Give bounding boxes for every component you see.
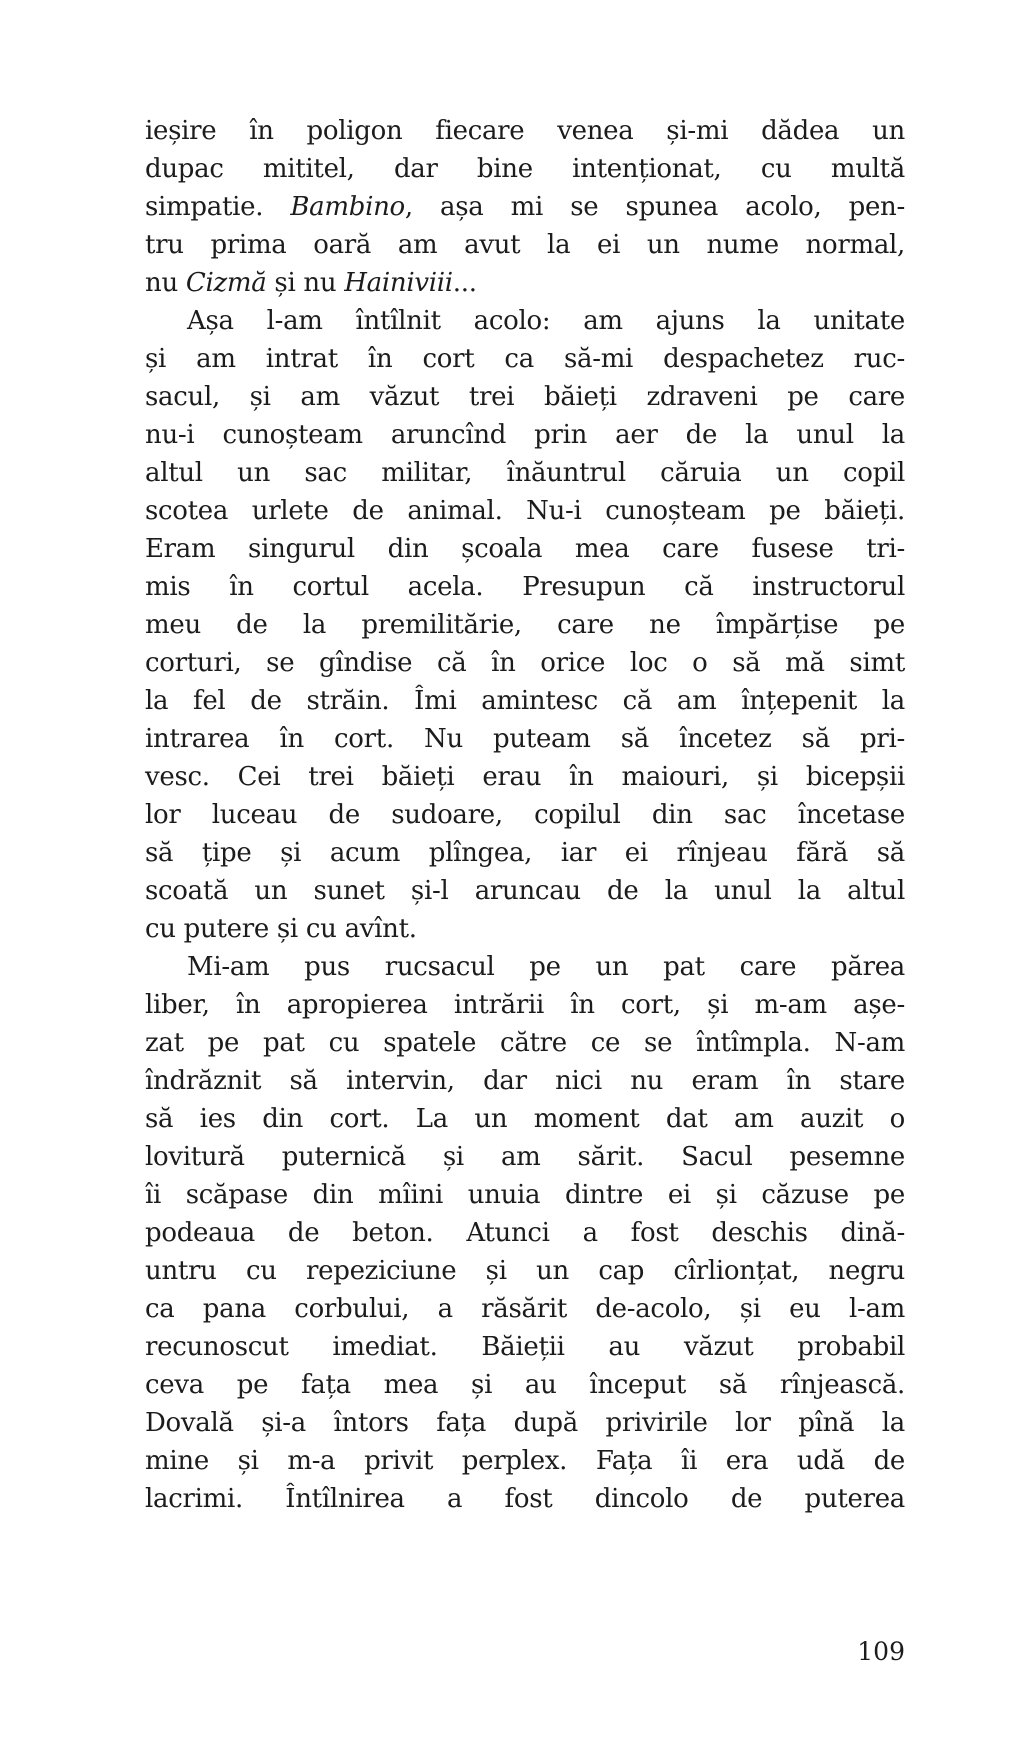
text-segment: podeaua de beton. Atunci a fost deschis dină- — [145, 1218, 905, 1248]
text-segment: să ies din cort. La un moment dat am auzit o — [145, 1104, 905, 1134]
text-segment: intrarea în cort. Nu puteam să încetez să pri- — [145, 724, 905, 754]
text-line — [145, 910, 905, 948]
text-line — [145, 834, 905, 872]
text-line — [145, 1290, 905, 1328]
text-line — [145, 150, 905, 188]
text-segment: ca pana corbului, a răsărit de-acolo, și eu l-am — [145, 1294, 905, 1324]
text-segment: lovitură puternică și am sărit. Sacul pesemne — [145, 1142, 905, 1172]
text-line — [145, 1138, 905, 1176]
text-segment: untru cu repeziciune și un cap cîrlionțat, negru — [145, 1256, 905, 1286]
text-segment: îi scăpase din mîini unuia dintre ei și căzuse pe — [145, 1180, 905, 1210]
body-text — [145, 112, 905, 1518]
text-line — [145, 340, 905, 378]
text-segment: tru prima oară am avut la ei un nume normal, — [145, 230, 905, 260]
text-segment: recunoscut imediat. Băieții au văzut probabil — [145, 1332, 905, 1362]
text-segment: , așa mi se spunea acolo, pen- — [404, 192, 905, 222]
text-line — [145, 1442, 905, 1480]
text-line — [145, 1366, 905, 1404]
text-line — [145, 606, 905, 644]
text-segment: zat pe pat cu spatele către ce se întîmpla. N-am — [145, 1028, 905, 1058]
text-segment: mine și m-a privit perplex. Fața îi era udă de — [145, 1446, 905, 1476]
text-line — [145, 188, 905, 226]
text-line — [145, 378, 905, 416]
text-segment: corturi, se gîndise că în orice loc o să mă simt — [145, 648, 905, 678]
text-line — [145, 1214, 905, 1252]
text-segment: Mi-am pus rucsacul pe un pat care părea — [187, 952, 905, 982]
text-segment: Dovală și-a întors fața după privirile lor pînă la — [145, 1408, 905, 1438]
text-segment: altul un sac militar, înăuntrul căruia un copil — [145, 458, 905, 488]
text-segment: lacrimi. Întîlnirea a fost dincolo de puterea — [145, 1484, 905, 1514]
text-line — [145, 986, 905, 1024]
text-segment: lor luceau de sudoare, copilul din sac încetase — [145, 800, 905, 830]
text-segment: îndrăznit să intervin, dar nici nu eram în stare — [145, 1066, 905, 1096]
text-line — [145, 1176, 905, 1214]
text-segment: dupac mititel, dar bine intenționat, cu multă — [145, 154, 905, 184]
text-segment: Așa l-am întîlnit acolo: am ajuns la unitate — [187, 306, 905, 336]
text-segment: ceva pe fața mea și au început să rînjească. — [145, 1370, 905, 1400]
italic-text: Bambino — [290, 192, 405, 222]
text-line — [145, 568, 905, 606]
text-segment: să țipe și acum plîngea, iar ei rînjeau fără să — [145, 838, 905, 868]
text-segment: sacul, și am văzut trei băieți zdraveni pe care — [145, 382, 905, 412]
text-segment: Eram singurul din școala mea care fusese tri- — [145, 534, 905, 564]
text-line — [145, 1062, 905, 1100]
text-line — [145, 720, 905, 758]
text-line — [145, 1404, 905, 1442]
text-segment: liber, în apropierea intrării în cort, și m-am așe- — [145, 990, 905, 1020]
text-line — [145, 454, 905, 492]
text-line — [145, 1100, 905, 1138]
page-number: 109 — [857, 1637, 905, 1666]
text-line — [145, 1480, 905, 1518]
text-segment: ... — [452, 268, 477, 298]
text-segment: la fel de străin. Îmi amintesc că am înțepenit la — [145, 686, 905, 716]
text-segment: scoată un sunet și-l aruncau de la unul la altul — [145, 876, 905, 906]
text-line — [145, 872, 905, 910]
text-segment: ieșire în poligon fiecare venea și-mi dădea un — [145, 116, 905, 146]
text-line — [145, 302, 905, 340]
text-segment: nu-i cunoșteam aruncînd prin aer de la unul la — [145, 420, 905, 450]
text-line — [145, 530, 905, 568]
text-line — [145, 1252, 905, 1290]
text-line — [145, 644, 905, 682]
text-line — [145, 1328, 905, 1366]
text-line — [145, 948, 905, 986]
text-line — [145, 1024, 905, 1062]
text-segment: mis în cortul acela. Presupun că instructorul — [145, 572, 905, 602]
text-segment: meu de la premilitărie, care ne împărțise pe — [145, 610, 905, 640]
text-segment: simpatie. — [145, 192, 291, 222]
text-segment: și nu — [266, 268, 345, 298]
text-line — [145, 112, 905, 150]
text-line — [145, 226, 905, 264]
text-segment: vesc. Cei trei băieți erau în maiouri, și bicepșii — [145, 762, 905, 792]
text-line — [145, 796, 905, 834]
italic-text: Cizmă — [185, 268, 267, 298]
text-line — [145, 682, 905, 720]
italic-text: Hainiviii — [344, 268, 453, 298]
text-line — [145, 416, 905, 454]
text-segment: și am intrat în cort ca să-mi despachetez ruc- — [145, 344, 905, 374]
text-segment: scotea urlete de animal. Nu-i cunoșteam pe băieți. — [145, 496, 905, 526]
text-line — [145, 264, 905, 302]
text-segment: nu — [145, 268, 186, 298]
text-segment: cu putere și cu avînt. — [145, 914, 417, 944]
text-line — [145, 758, 905, 796]
text-line — [145, 492, 905, 530]
